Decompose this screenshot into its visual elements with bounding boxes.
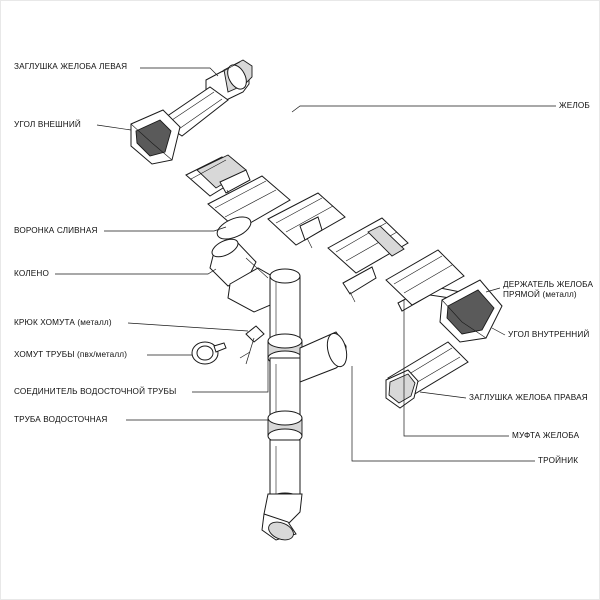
downpipe-middle xyxy=(268,411,302,444)
label-gutter-end-cap-right: ЗАГЛУШКА ЖЕЛОБА ПРАВАЯ xyxy=(469,393,588,402)
label-clamp-hook-metal: КРЮК ХОМУТА (металл) xyxy=(14,318,112,327)
outlet-elbow-art xyxy=(262,494,302,543)
label-downpipe: ТРУБА ВОДОСТОЧНАЯ xyxy=(14,415,108,424)
gutter-segment-c xyxy=(328,218,408,273)
downpipe-upper xyxy=(270,269,300,344)
label-inner-corner: УГОЛ ВНУТРЕННИЙ xyxy=(508,330,590,339)
label-gutter-bracket-line-1: ДЕРЖАТЕЛЬ ЖЕЛОБА xyxy=(503,280,594,289)
label-pipe-clamp: ХОМУТ ТРУБЫ (пвх/металл) xyxy=(14,350,128,359)
label-elbow: КОЛЕНО xyxy=(14,269,49,278)
clamp-hook-art xyxy=(240,326,264,364)
label-gutter-bracket-line-2: ПРЯМОЙ (металл) xyxy=(503,290,577,299)
label-tee-branch: ТРОЙНИК xyxy=(538,456,579,465)
label-outer-corner: УГОЛ ВНЕШНИЙ xyxy=(14,120,81,129)
pipe-clamp-art xyxy=(192,342,226,364)
label-drain-funnel: ВОРОНКА СЛИВНАЯ xyxy=(14,226,98,235)
label-gutter: ЖЕЛОБ xyxy=(559,101,590,110)
gutter-end-cap-right-art xyxy=(386,370,418,408)
label-gutter-coupler: МУФТА ЖЕЛОБА xyxy=(512,431,580,440)
label-downpipe-connector: СОЕДИНИТЕЛЬ ВОДОСТОЧНОЙ ТРУБЫ xyxy=(14,387,177,396)
label-gutter-end-cap-left: ЗАГЛУШКА ЖЕЛОБА ЛЕВАЯ xyxy=(14,62,128,71)
